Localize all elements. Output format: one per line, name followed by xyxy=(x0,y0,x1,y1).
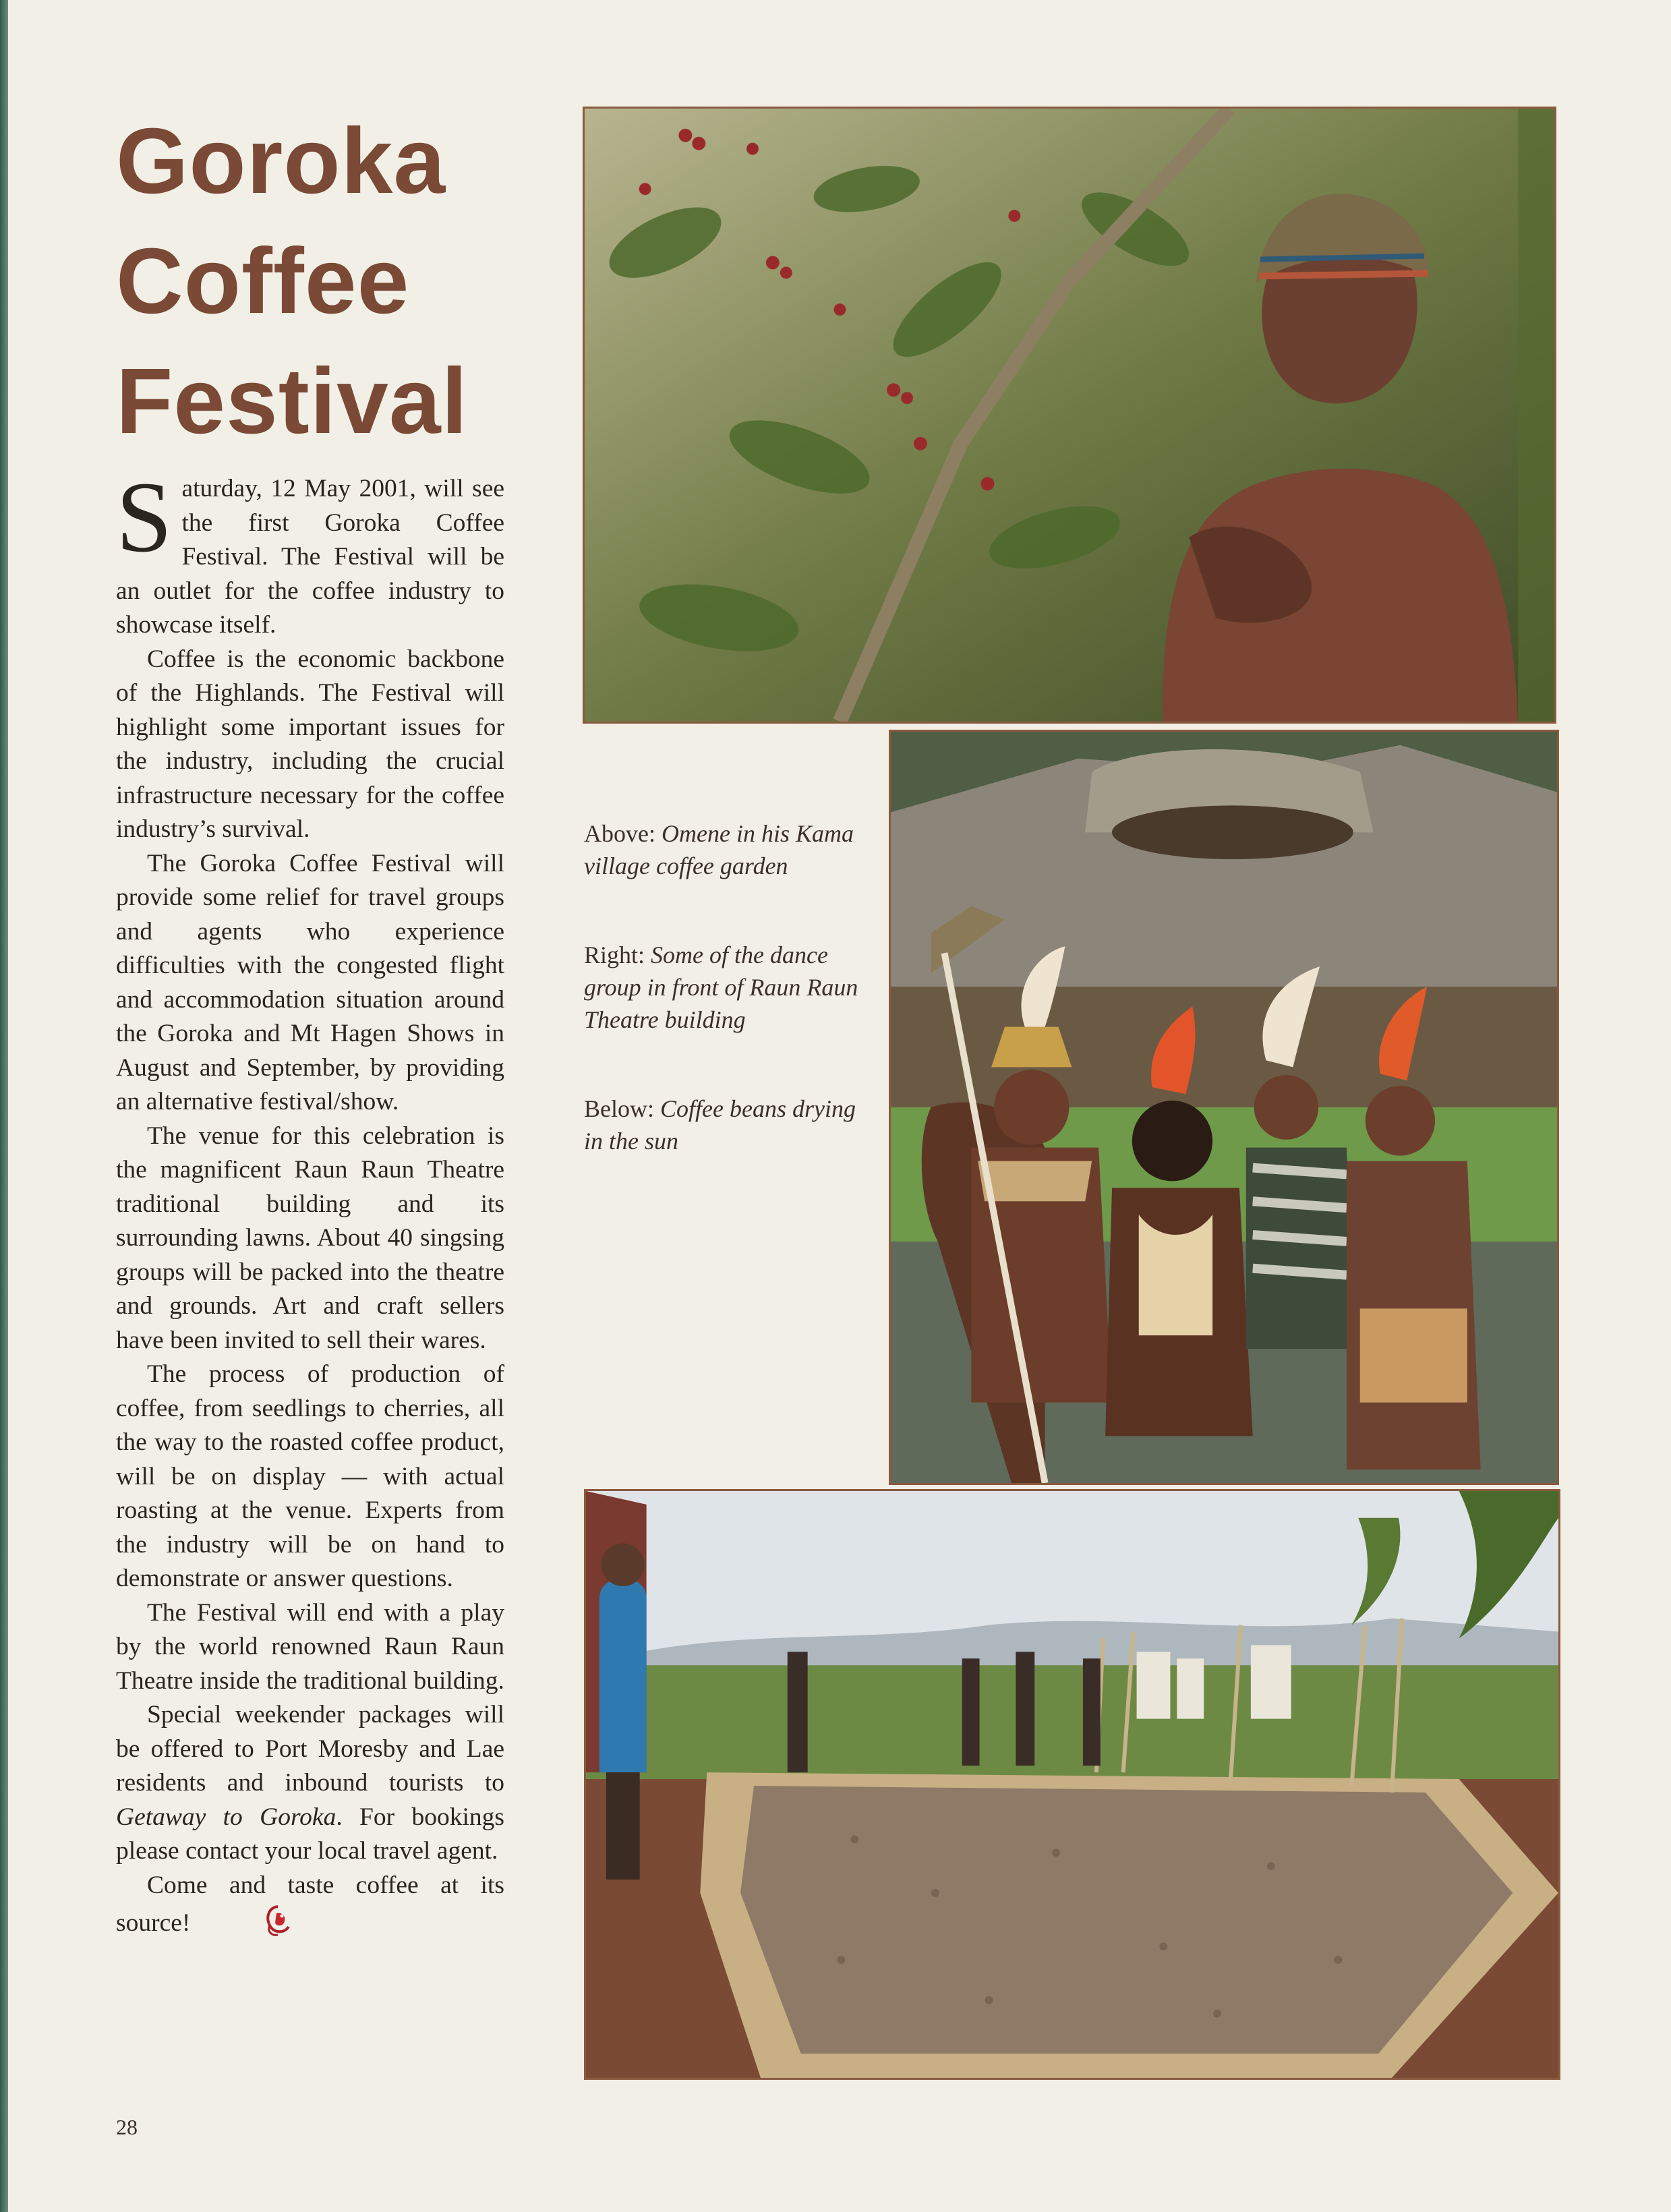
photo-coffee-beans-drying xyxy=(584,1489,1560,2080)
article-body xyxy=(116,461,504,1948)
paragraph-weekender xyxy=(116,1698,504,1869)
caption-right-label: Right: xyxy=(584,941,651,968)
caption-below-label: Below: xyxy=(584,1095,660,1122)
weekender-package-name: Getaway to Goroka xyxy=(116,1803,336,1831)
caption-above-text: Omene in his Kama village coffee garden xyxy=(584,820,854,879)
weekender-text-2: . For bookings please contact your local travel agent. xyxy=(116,1803,504,1865)
caption-right-text: Some of the dance group in front of Raun Raun Theatre building xyxy=(584,941,858,1033)
weekender-text-1: Special weekender packages will be offered to Port Moresby and Lae residents and inbound tourists to xyxy=(116,1701,504,1797)
paragraph-closing xyxy=(116,1869,504,1948)
bird-of-paradise-icon xyxy=(231,1902,294,1948)
caption-above xyxy=(584,817,867,882)
drop-cap: S xyxy=(116,461,173,573)
photo-omene-coffee-garden xyxy=(583,107,1556,724)
article-title xyxy=(116,101,534,461)
title-line-3: Festival xyxy=(116,349,468,453)
page-number: 28 xyxy=(116,2115,138,2139)
caption-above-label: Above: xyxy=(584,820,662,847)
paragraph-intro xyxy=(116,461,504,643)
page-spine-edge xyxy=(0,0,8,2212)
paragraph-play: The Festival will end with a play by the world renowned Raun Raun Theatre inside the traditional building. xyxy=(116,1598,504,1695)
photo-captions xyxy=(584,817,867,1214)
title-line-1: Goroka xyxy=(116,109,446,213)
closing-text: Come and taste coffee at its source! xyxy=(116,1871,504,1937)
caption-below xyxy=(584,1093,867,1157)
paragraph-venue: The venue for this celebration is the magnificent Raun Raun Theatre traditional building and its surrounding lawns. About 40 singsing groups will be packed into the theatre and grounds. Art and craft sellers have been invited to sell their wares. xyxy=(116,1122,504,1354)
paragraph-process: The process of production of coffee, from seedlings to cherries, all the way to the roasted coffee product, will be on display — with actual roasting at the venue. Experts from the industry will be on hand to demonstrate or answer questions. xyxy=(116,1360,504,1592)
photo-dance-group-theatre xyxy=(889,730,1559,1485)
title-line-2: Coffee xyxy=(116,229,410,333)
caption-below-text: Coffee beans drying in the sun xyxy=(584,1095,856,1155)
paragraph-intro-text: aturday, 12 May 2001, will see the first Goroka Coffee Festival. The Festival will be an outlet for the coffee industry to showcase itself. xyxy=(116,475,504,639)
caption-right xyxy=(584,939,867,1036)
paragraph-relief: The Goroka Coffee Festival will provide some relief for travel groups and agents who experience difficulties with the congested flight and accommodation situation around the Goroka and Mt Hagen Shows in August and September, by providing an alternative festival/show. xyxy=(116,849,504,1115)
paragraph-economy: Coffee is the economic backbone of the Highlands. The Festival will highlight some important issues for the industry, including the crucial infrastructure necessary for the coffee industry’s survival. xyxy=(116,645,504,843)
